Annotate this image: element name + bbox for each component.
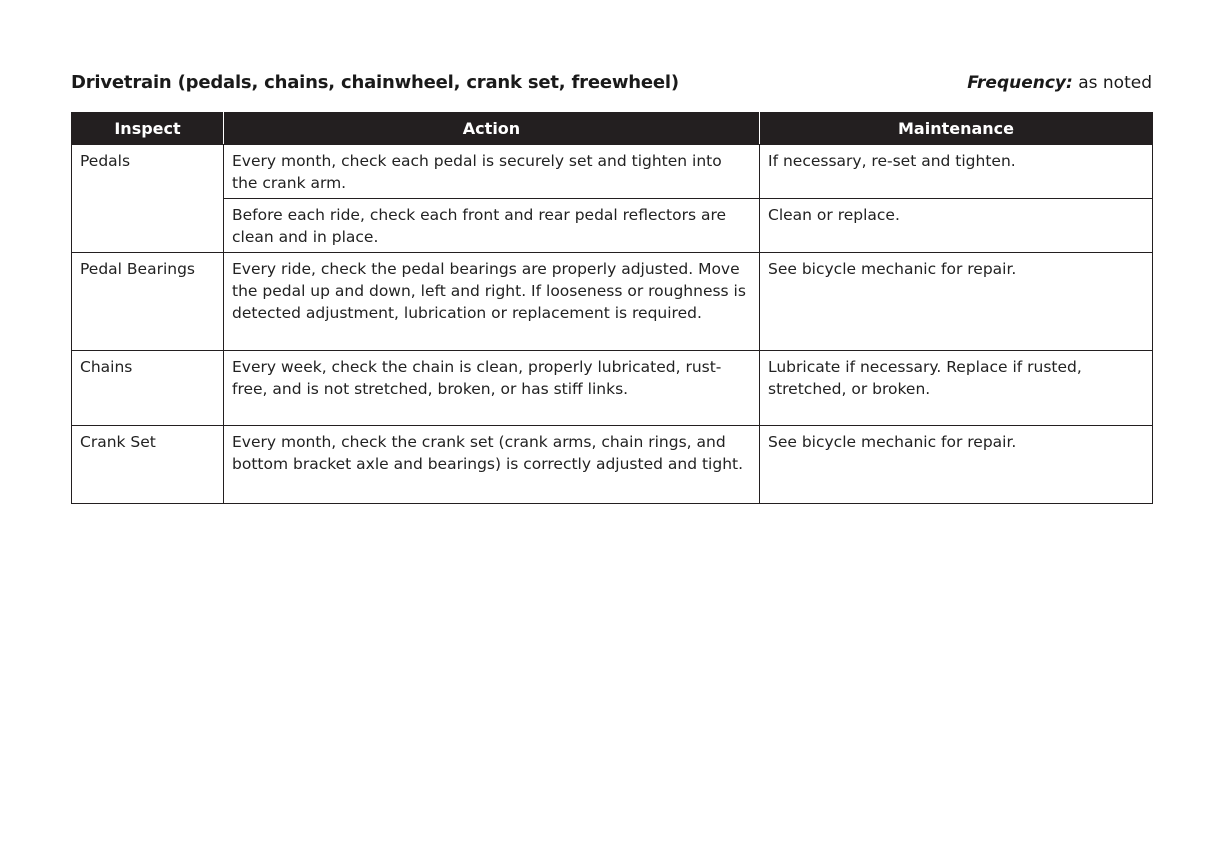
maintenance-table bbox=[71, 112, 1153, 504]
maintenance-cell: Lubricate if necessary. Replace if rusted, stretched, or broken. bbox=[760, 351, 1153, 426]
table-row bbox=[72, 253, 1153, 351]
header-maintenance: Maintenance bbox=[760, 113, 1153, 145]
frequency-note bbox=[967, 73, 1152, 93]
action-cell: Every ride, check the pedal bearings are properly adjusted. Move the pedal up and down, left and right. If looseness or roughness is detected adjustment, lubrication or replacement is required. bbox=[224, 253, 760, 351]
table-row bbox=[72, 426, 1153, 504]
inspect-cell: Chains bbox=[72, 351, 224, 426]
inspect-cell: Pedals bbox=[72, 145, 224, 253]
table-row bbox=[72, 351, 1153, 426]
action-cell: Every month, check each pedal is securely set and tighten into the crank arm. bbox=[224, 145, 760, 199]
frequency-label: Frequency: bbox=[967, 73, 1073, 93]
header-inspect: Inspect bbox=[72, 113, 224, 145]
maintenance-cell: See bicycle mechanic for repair. bbox=[760, 253, 1153, 351]
inspect-cell: Pedal Bearings bbox=[72, 253, 224, 351]
header-action: Action bbox=[224, 113, 760, 145]
frequency-value: as noted bbox=[1072, 73, 1152, 93]
section-header bbox=[71, 72, 1152, 102]
maintenance-cell: If necessary, re-set and tighten. bbox=[760, 145, 1153, 199]
table-row bbox=[72, 199, 1153, 253]
table-row bbox=[72, 145, 1153, 199]
inspect-cell: Crank Set bbox=[72, 426, 224, 504]
maintenance-cell: See bicycle mechanic for repair. bbox=[760, 426, 1153, 504]
section-title: Drivetrain (pedals, chains, chainwheel, crank set, freewheel) bbox=[71, 72, 679, 93]
maintenance-cell: Clean or replace. bbox=[760, 199, 1153, 253]
action-cell: Before each ride, check each front and rear pedal reflectors are clean and in place. bbox=[224, 199, 760, 253]
action-cell: Every month, check the crank set (crank arms, chain rings, and bottom bracket axle and bearings) is correctly adjusted and tight. bbox=[224, 426, 760, 504]
action-cell: Every week, check the chain is clean, properly lubricated, rust-free, and is not stretched, broken, or has stiff links. bbox=[224, 351, 760, 426]
document-page bbox=[71, 72, 1152, 473]
table-header-row bbox=[72, 113, 1153, 145]
